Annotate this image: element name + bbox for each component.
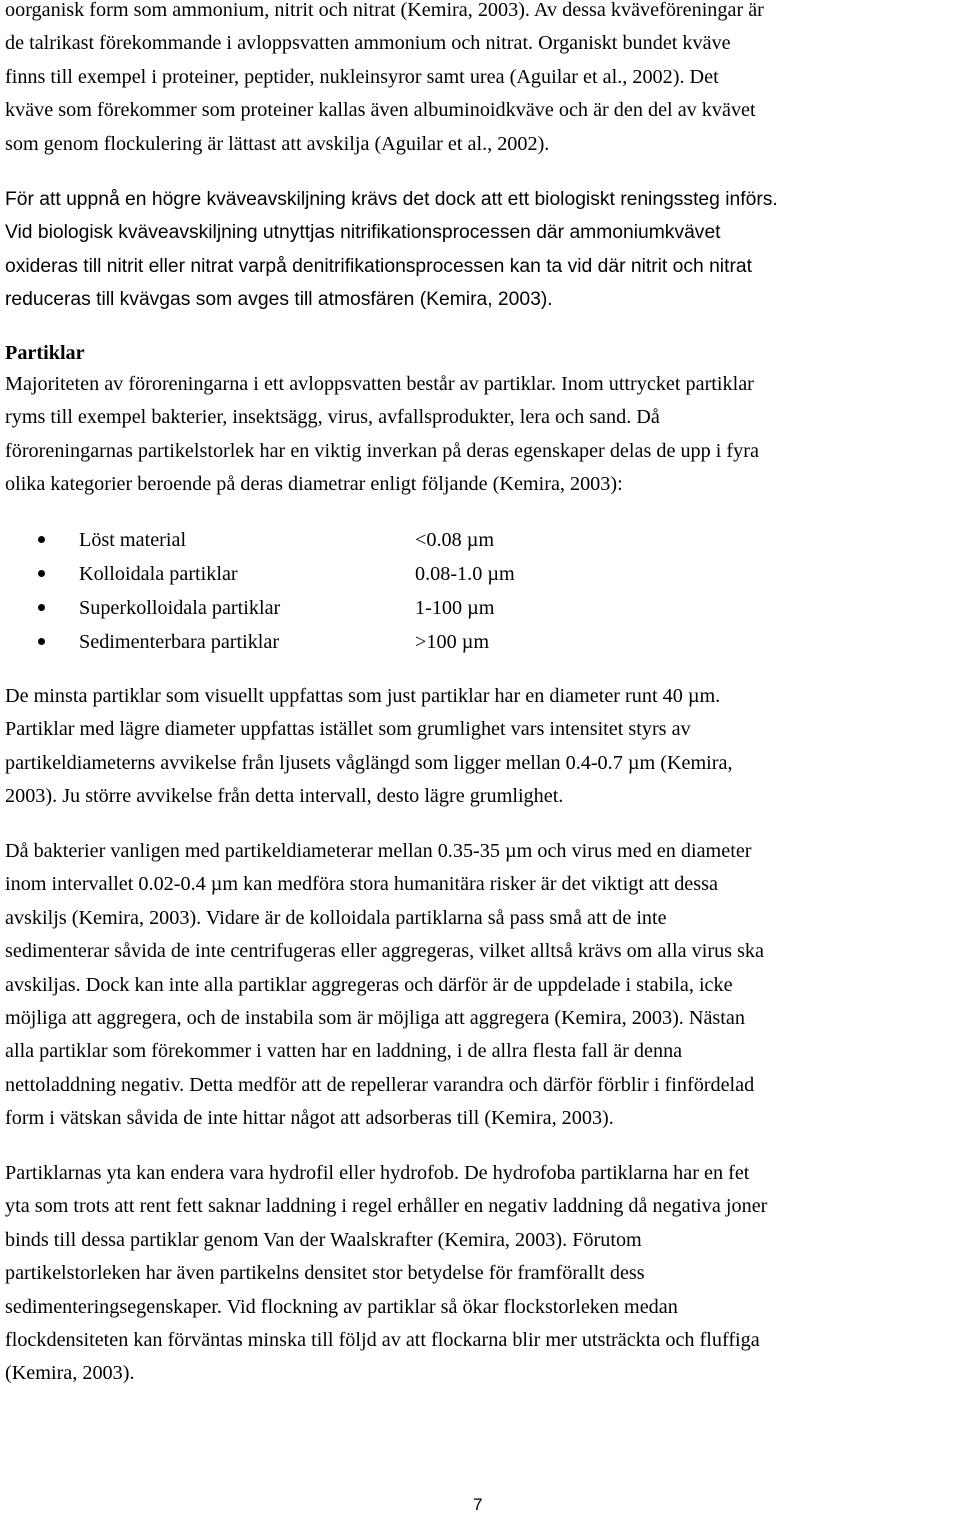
bullet-icon <box>38 536 45 543</box>
text-line: oorganisk form som ammonium, nitrit och nitrat (Kemira, 2003). Av dessa kväveföreningar är <box>5 0 764 21</box>
text-line: avskiljs (Kemira, 2003). Vidare är de kolloidala partiklarna så pass små att de inte <box>5 906 667 929</box>
text-line: olika kategorier beroende på deras diametrar enligt följande (Kemira, 2003): <box>5 473 623 496</box>
section-heading-partiklar: Partiklar <box>5 342 85 364</box>
text-line: Partiklarnas yta kan endera vara hydrofil eller hydrofob. De hydrofoba partiklarna har en fet <box>5 1162 750 1184</box>
size-range: <0.08 µm <box>415 529 495 551</box>
text-line: (Kemira, 2003). <box>5 1362 135 1385</box>
text-line: reduceras till kvävgas som avges till atmosfären (Kemira, 2003). <box>5 289 553 311</box>
list-item <box>0 591 960 625</box>
text-line: flockdensiteten kan förväntas minska till följd av att flockarna blir mer utsträckta och fluffiga <box>5 1329 760 1352</box>
text-line: Då bakterier vanligen med partikeldiameterar mellan 0.35-35 µm och virus med en diameter <box>5 840 752 862</box>
size-range: 1-100 µm <box>415 597 495 619</box>
text-line: Vid biologisk kväveavskiljning utnyttjas nitrifikationsprocessen där ammoniumkvävet <box>5 222 721 244</box>
paragraph-visibility <box>5 680 960 814</box>
paragraph-bacteria-virus <box>5 835 960 1136</box>
text-line: finns till exempel i proteiner, peptider, nukleinsyror samt urea (Aguilar et al., 2002). Det <box>5 65 719 88</box>
list-item <box>0 557 960 591</box>
text-line: kväve som förekommer som proteiner kallas även albuminoidkväve och är den del av kvävet <box>5 99 756 122</box>
text-line: yta som trots att rent fett saknar laddning i regel erhåller en negativ laddning då negativa joner <box>5 1195 768 1218</box>
text-line: som genom flockulering är lättast att avskilja (Aguilar et al., 2002). <box>5 132 550 155</box>
text-line: partikelstorleken har även partikelns densitet stor betydelse för framförallt dess <box>5 1262 645 1285</box>
text-line: avskiljas. Dock kan inte alla partiklar aggregeras och därför är de uppdelade i stabila, icke <box>5 973 733 996</box>
paragraph-nitrogen-forms <box>5 0 960 161</box>
list-item <box>0 625 960 659</box>
text-line: partikeldiameterns avvikelse från ljusets våglängd som ligger mellan 0.4-0.7 µm (Kemira, <box>5 751 733 774</box>
text-line: oxideras till nitrit eller nitrat varpå denitrifikationsprocessen kan ta vid där nitrit och nitrat <box>5 255 752 277</box>
text-line: ryms till exempel bakterier, insektsägg, virus, avfallsprodukter, lera och sand. Då <box>5 406 660 429</box>
text-line: möjliga att aggregera, och de instabila som är möjliga att aggregera (Kemira, 2003). Nästan <box>5 1007 745 1030</box>
bullet-icon <box>38 604 45 611</box>
size-range: >100 µm <box>415 631 490 653</box>
text-line: Majoriteten av föroreningarna i ett avloppsvatten består av partiklar. Inom uttrycket partiklar <box>5 373 754 395</box>
text-line: nettoladdning negativ. Detta medför att de repellerar varandra och därför förblir i finfördelad <box>5 1073 755 1096</box>
category-name: Löst material <box>79 529 187 551</box>
text-line: För att uppnå en högre kväveavskiljning krävs det dock att ett biologiskt reningssteg införs. <box>5 189 778 210</box>
category-name: Superkolloidala partiklar <box>79 597 281 619</box>
bullet-icon <box>38 638 45 645</box>
text-line: de talrikast förekommande i avloppsvatten ammonium och nitrat. Organiskt bundet kväve <box>5 32 731 55</box>
bullet-icon <box>38 570 45 577</box>
paragraph-particles-intro <box>5 368 960 502</box>
particle-size-list <box>0 523 960 659</box>
category-name: Kolloidala partiklar <box>79 563 238 585</box>
text-line: binds till dessa partiklar genom Van der Waalskrafter (Kemira, 2003). Förutom <box>5 1228 642 1251</box>
text-line: De minsta partiklar som visuellt uppfattas som just partiklar har en diameter runt 40 µm. <box>5 685 721 707</box>
text-line: Partiklar med lägre diameter uppfattas istället som grumlighet vars intensitet styrs av <box>5 718 691 741</box>
paragraph-hydrophobic <box>5 1157 960 1391</box>
category-name: Sedimenterbara partiklar <box>79 631 280 653</box>
text-line: sedimenterar såvida de inte centrifugeras eller aggregeras, vilket alltså krävs om alla virus ska <box>5 940 764 963</box>
text-line: inom intervallet 0.02-0.4 µm kan medföra stora humanitära risker är det viktigt att dessa <box>5 873 718 896</box>
text-line: alla partiklar som förekommer i vatten har en laddning, i de allra flesta fall är denna <box>5 1040 683 1063</box>
text-line: föroreningarnas partikelstorlek har en viktig inverkan på deras egenskaper delas de upp i fyra <box>5 439 759 462</box>
text-line: 2003). Ju större avvikelse från detta intervall, desto lägre grumlighet. <box>5 785 564 808</box>
text-line: sedimenteringsegenskaper. Vid flockning av partiklar så ökar flockstorleken medan <box>5 1295 678 1318</box>
size-range: 0.08-1.0 µm <box>415 563 515 585</box>
page-number: 7 <box>473 1495 483 1514</box>
text-line: form i vätskan såvida de inte hittar något att adsorberas till (Kemira, 2003). <box>5 1107 614 1130</box>
paragraph-biological-removal <box>5 183 960 317</box>
list-item <box>0 523 960 557</box>
